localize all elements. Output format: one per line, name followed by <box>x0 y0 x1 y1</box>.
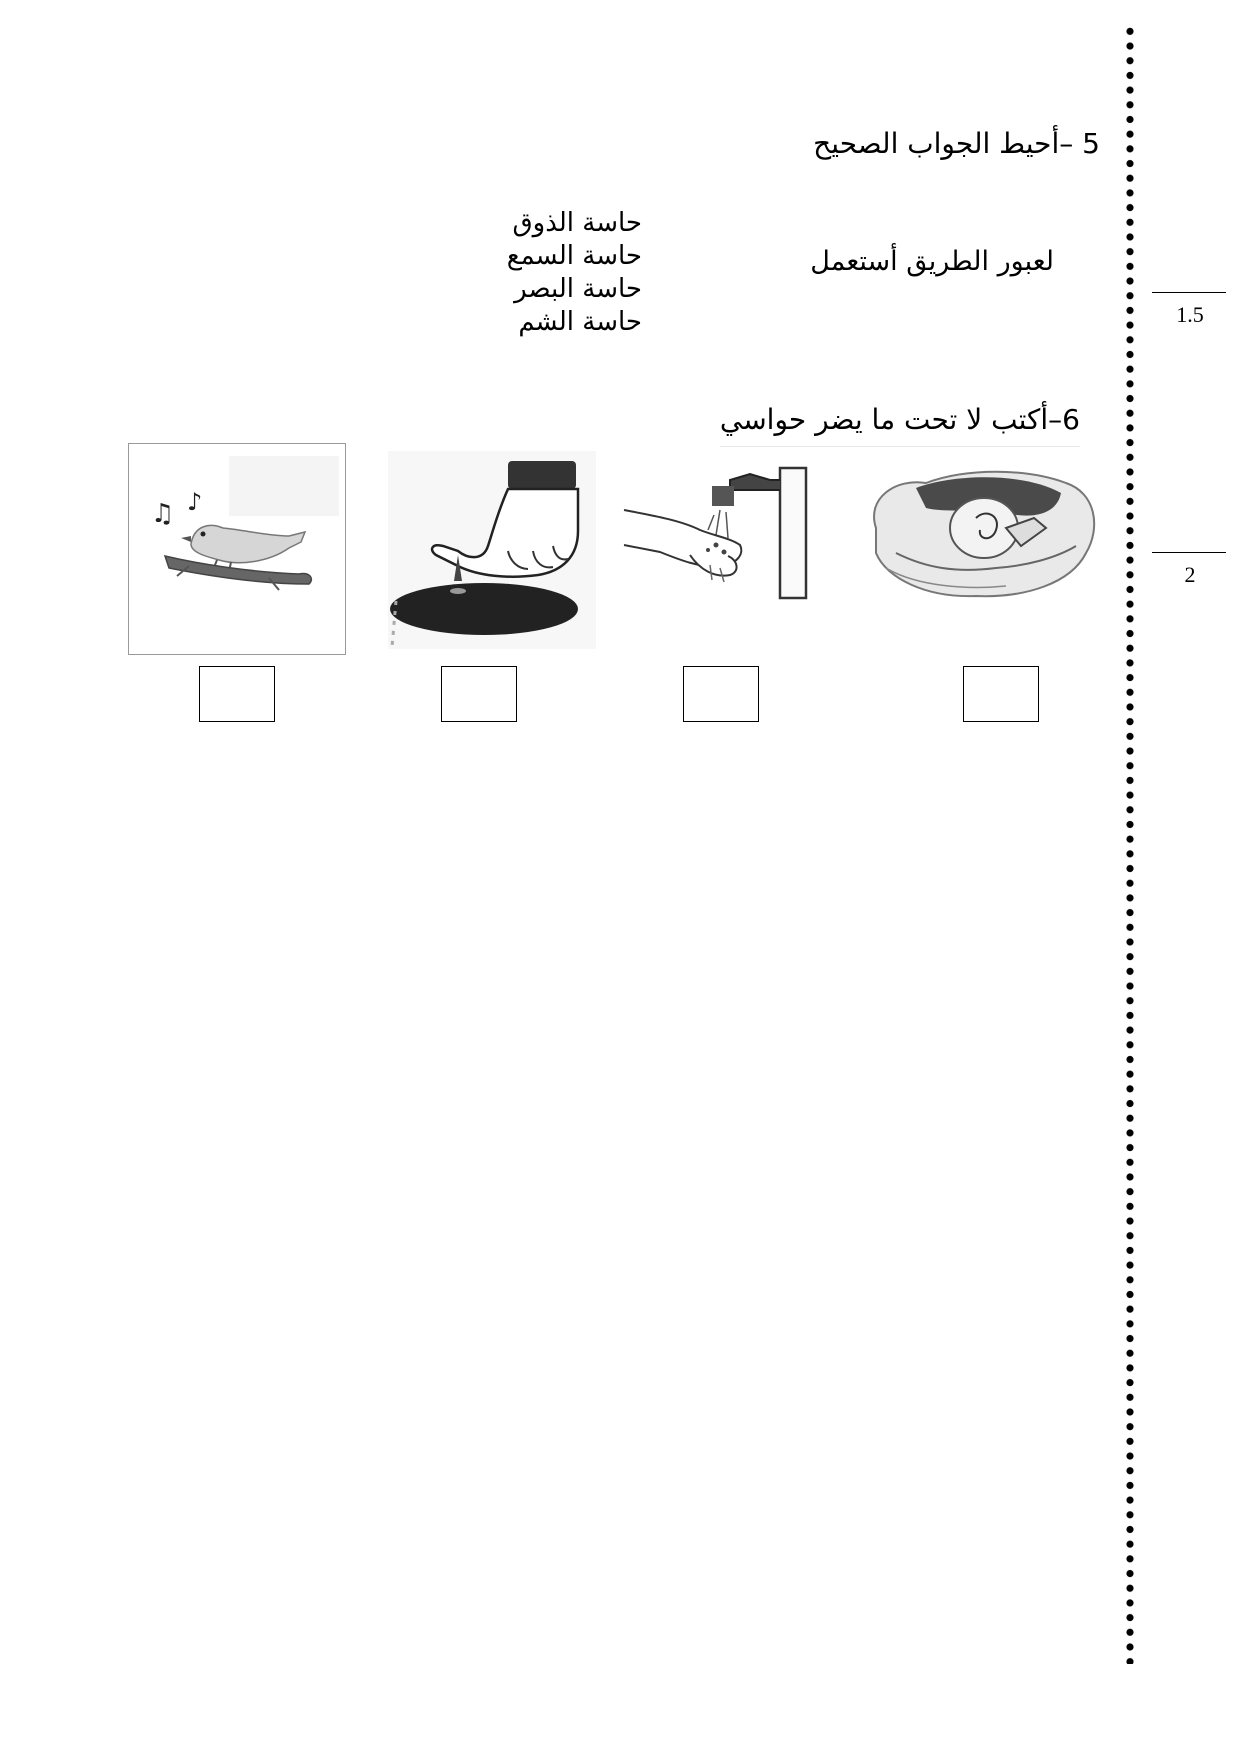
picture-ear-picking <box>856 458 1106 608</box>
option-hearing[interactable]: حاسة السمع <box>506 241 642 271</box>
answer-box-1[interactable] <box>963 666 1039 722</box>
option-smell[interactable]: حاسة الشم <box>518 307 642 337</box>
singing-bird-icon <box>129 444 345 654</box>
picture-singing-bird <box>128 443 346 655</box>
faint-rule <box>720 446 1080 447</box>
svg-text:♫: ♫ <box>151 499 175 529</box>
answer-box-3[interactable] <box>441 666 517 722</box>
question-5-title: 5 –أحيط الجواب الصحيح <box>813 127 1100 160</box>
hands-washing-under-tap-icon <box>620 460 832 608</box>
picture-hot-liquid <box>388 451 596 649</box>
picture-hand-washing <box>620 460 832 608</box>
person-picking-ear-icon <box>856 458 1106 608</box>
score-q6: 2 <box>1184 562 1196 587</box>
answer-box-4[interactable] <box>199 666 275 722</box>
question-5-statement: لعبور الطريق أستعمل <box>810 246 1054 277</box>
finger-touching-hot-liquid-icon <box>388 451 596 649</box>
score-q5: 1.5 <box>1176 302 1204 327</box>
option-sight[interactable]: حاسة البصر <box>514 274 642 304</box>
dotted-margin-rail <box>1124 24 1136 1664</box>
answer-box-2[interactable] <box>683 666 759 722</box>
question-6-title: 6–أكتب لا تحت ما يضر حواسي <box>719 403 1080 436</box>
option-taste[interactable]: حاسة الذوق <box>512 208 642 238</box>
svg-text:♪: ♪ <box>187 488 203 516</box>
score-divider <box>1152 552 1226 553</box>
score-divider <box>1152 292 1226 293</box>
